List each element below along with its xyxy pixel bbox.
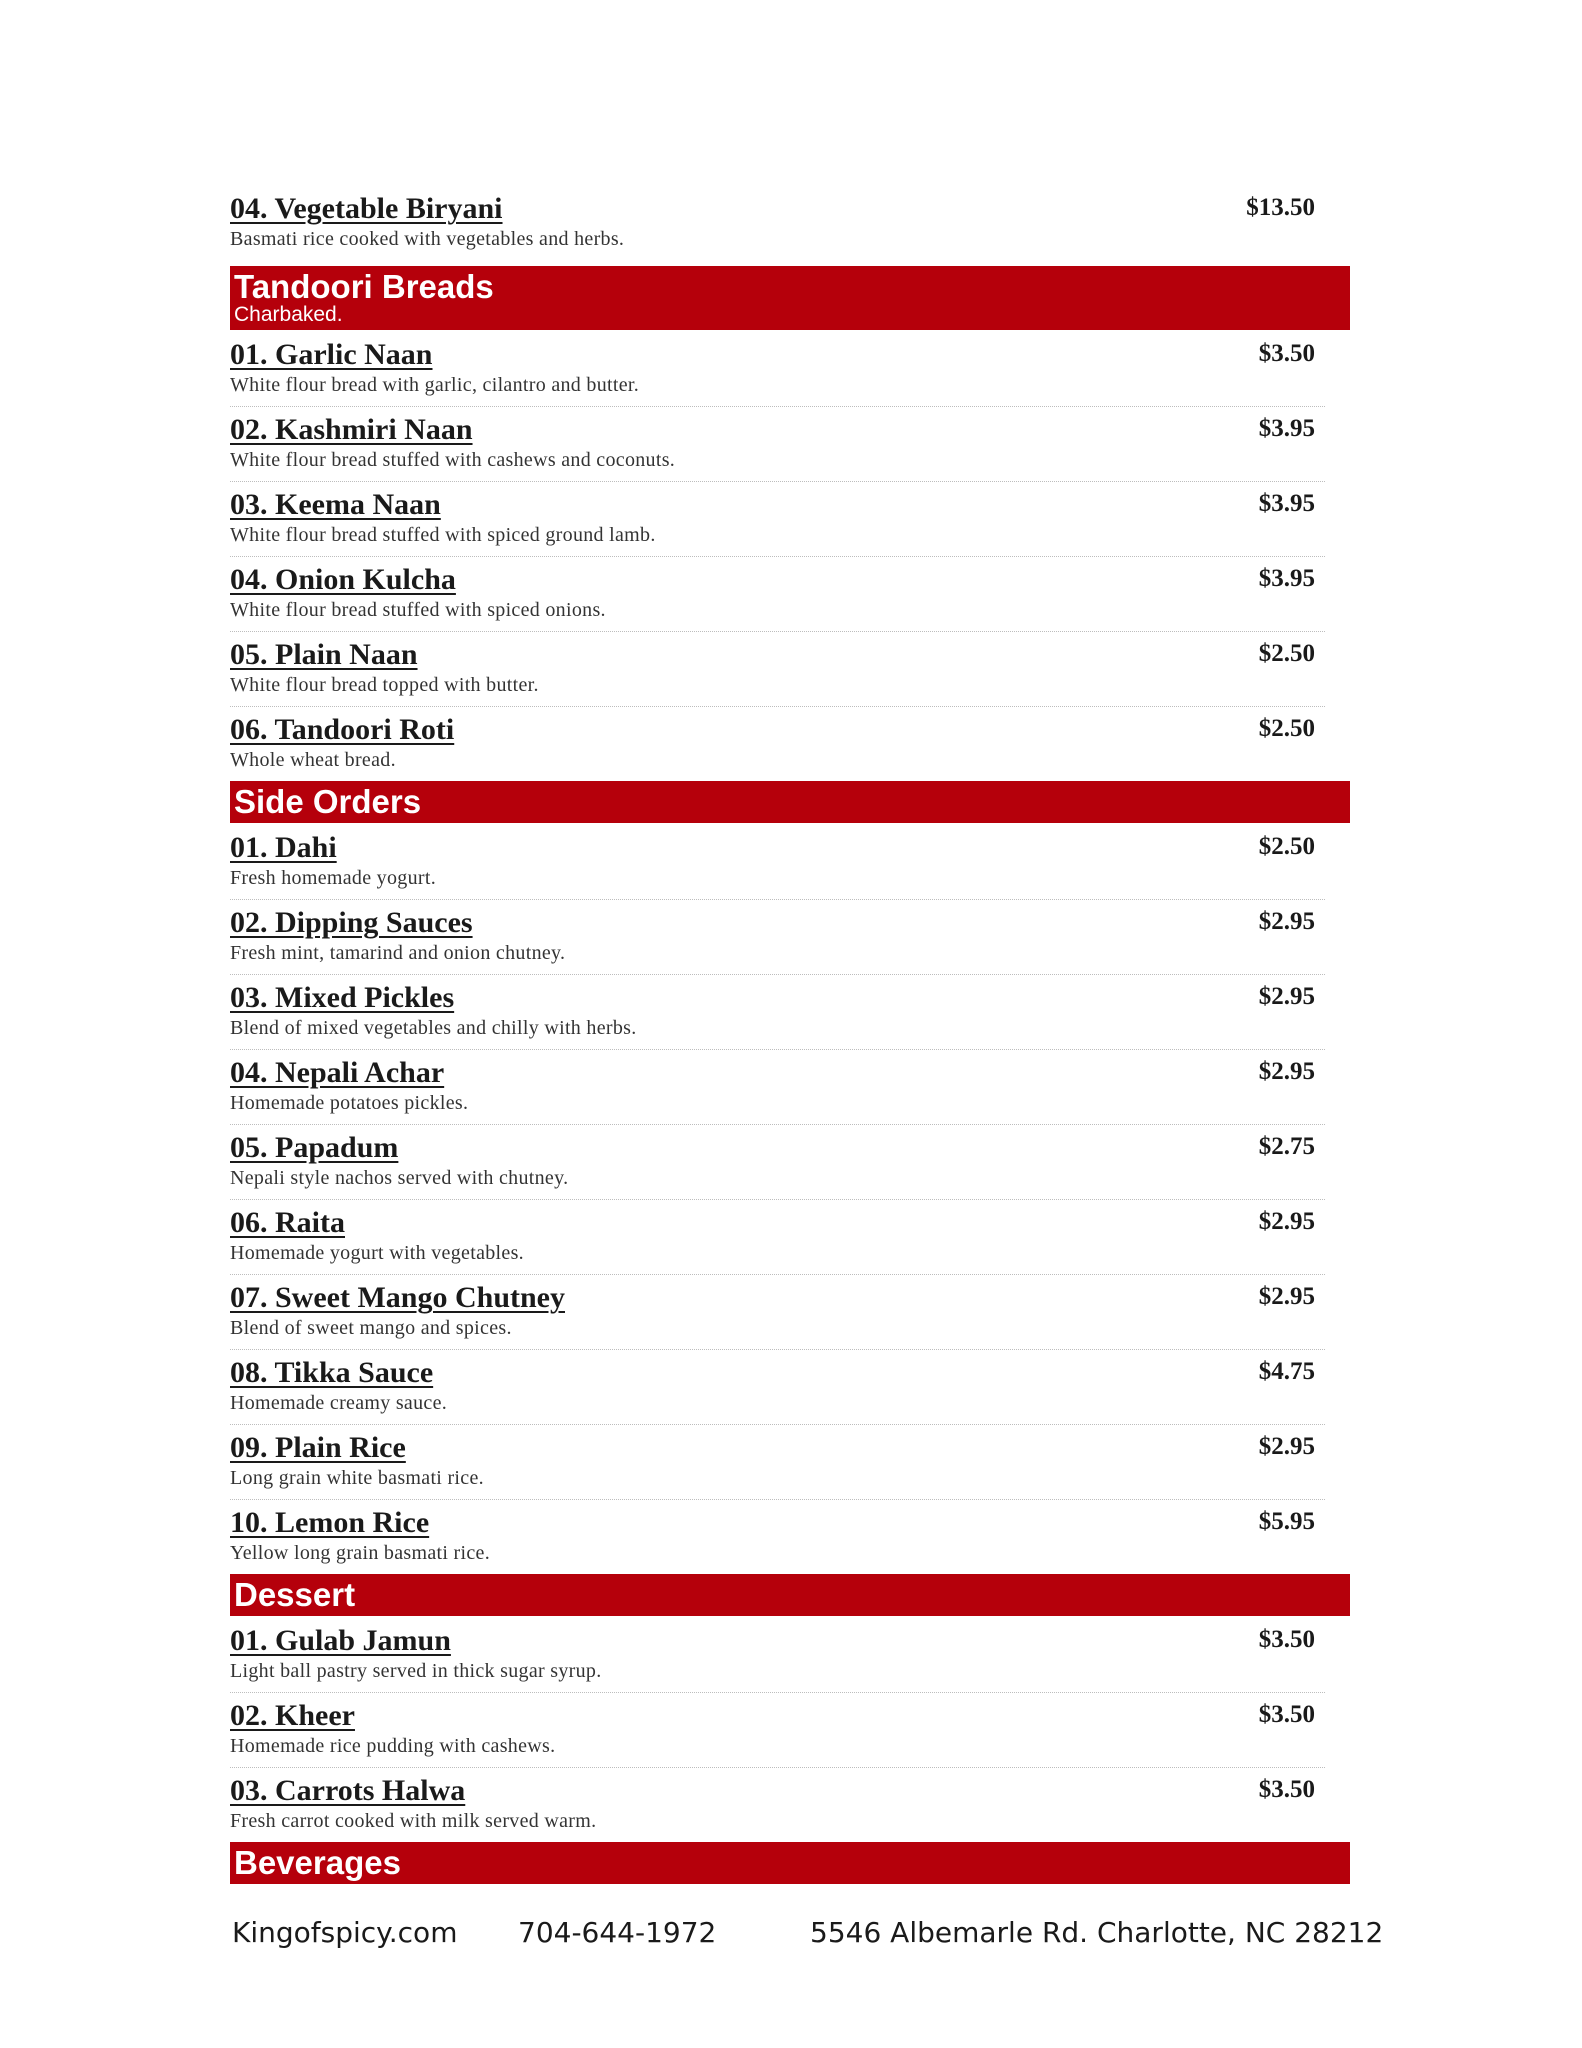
item-price: $2.75 (1258, 1133, 1315, 1160)
item-price: $5.95 (1258, 1508, 1315, 1535)
item-name: 01. Garlic Naan (230, 338, 433, 371)
item-name: 02. Kheer (230, 1699, 355, 1732)
menu-item (230, 1693, 1325, 1768)
menu-item (230, 482, 1325, 557)
item-price: $3.95 (1258, 565, 1315, 592)
section-title: Dessert (234, 1576, 356, 1613)
menu-item (230, 1125, 1325, 1200)
item-description: Light ball pastry served in thick sugar syrup. (230, 1660, 602, 1682)
item-price: $2.50 (1258, 640, 1315, 667)
item-price: $2.95 (1258, 1058, 1315, 1085)
menu-item (230, 900, 1325, 975)
item-description: Long grain white basmati rice. (230, 1467, 484, 1489)
menu-item (230, 407, 1325, 482)
item-name: 06. Tandoori Roti (230, 713, 455, 746)
item-name: 02. Kashmiri Naan (230, 413, 473, 446)
section-beverages (230, 1842, 1350, 1884)
item-name: 05. Papadum (230, 1131, 399, 1164)
item-name: 01. Dahi (230, 831, 337, 864)
item-name: 10. Lemon Rice (230, 1506, 430, 1539)
section-title: Side Orders (234, 783, 422, 820)
item-name: 08. Tikka Sauce (230, 1356, 434, 1389)
item-price: $3.95 (1258, 490, 1315, 517)
item-price: $13.50 (1246, 194, 1315, 221)
menu-item (230, 825, 1325, 900)
menu-page (230, 186, 1350, 1886)
item-price: $2.95 (1258, 1433, 1315, 1460)
item-name: 05. Plain Naan (230, 638, 418, 671)
item-price: $3.50 (1258, 1626, 1315, 1653)
menu-item (230, 1500, 1325, 1574)
item-description: Fresh mint, tamarind and onion chutney. (230, 942, 566, 964)
section-title: Beverages (234, 1844, 401, 1881)
section-subtitle: Charbaked. (234, 303, 343, 326)
item-description: Nepali style nachos served with chutney. (230, 1167, 569, 1189)
menu-item (230, 557, 1325, 632)
section-header (230, 1842, 1350, 1884)
section-dessert (230, 1574, 1350, 1842)
item-description: Homemade creamy sauce. (230, 1392, 448, 1414)
item-price: $2.50 (1258, 715, 1315, 742)
item-price: $2.95 (1258, 1208, 1315, 1235)
item-description: Homemade rice pudding with cashews. (230, 1735, 556, 1757)
item-price: $2.50 (1258, 833, 1315, 860)
menu-item (230, 1350, 1325, 1425)
menu-item (230, 1275, 1325, 1350)
menu-item (230, 186, 1325, 260)
item-description: Blend of mixed vegetables and chilly with herbs. (230, 1017, 637, 1039)
section-header (230, 1574, 1350, 1616)
item-name: 07. Sweet Mango Chutney (230, 1281, 565, 1314)
item-name: 03. Mixed Pickles (230, 981, 455, 1014)
menu-item (230, 707, 1325, 781)
menu-item (230, 1618, 1325, 1693)
menu-item (230, 1425, 1325, 1500)
item-description: White flour bread stuffed with spiced onions. (230, 599, 606, 621)
item-description: Homemade potatoes pickles. (230, 1092, 469, 1114)
item-description: White flour bread topped with butter. (230, 674, 539, 696)
footer-address: 5546 Albemarle Rd. Charlotte, NC 28212 (810, 1916, 1384, 1949)
item-price: $2.95 (1258, 1283, 1315, 1310)
item-name: 04. Vegetable Biryani (230, 192, 503, 225)
section-tandoori-breads (230, 266, 1350, 781)
item-description: Basmati rice cooked with vegetables and herbs. (230, 228, 625, 250)
item-description: Fresh homemade yogurt. (230, 867, 437, 889)
item-description: Whole wheat bread. (230, 749, 396, 771)
section-title: Tandoori Breads (234, 268, 494, 305)
menu-sections (230, 266, 1350, 1884)
item-price: $4.75 (1258, 1358, 1315, 1385)
section-header (230, 266, 1350, 330)
menu-item (230, 1050, 1325, 1125)
menu-item (230, 975, 1325, 1050)
item-price: $3.50 (1258, 1701, 1315, 1728)
footer-phone: 704-644-1972 (518, 1916, 717, 1949)
item-description: Homemade yogurt with vegetables. (230, 1242, 524, 1264)
item-name: 04. Nepali Achar (230, 1056, 445, 1089)
item-name: 03. Keema Naan (230, 488, 441, 521)
item-name: 09. Plain Rice (230, 1431, 406, 1464)
item-description: White flour bread stuffed with spiced ground lamb. (230, 524, 656, 546)
item-price: $2.95 (1258, 983, 1315, 1010)
menu-item (230, 632, 1325, 707)
item-price: $3.95 (1258, 415, 1315, 442)
item-price: $3.50 (1258, 340, 1315, 367)
item-name: 04. Onion Kulcha (230, 563, 456, 596)
item-description: Fresh carrot cooked with milk served warm. (230, 1810, 597, 1832)
footer-website: Kingofspicy.com (232, 1916, 458, 1949)
section-header (230, 781, 1350, 823)
menu-item (230, 1768, 1325, 1842)
item-description: White flour bread stuffed with cashews and coconuts. (230, 449, 676, 471)
item-name: 03. Carrots Halwa (230, 1774, 466, 1807)
item-description: Yellow long grain basmati rice. (230, 1542, 491, 1564)
item-price: $2.95 (1258, 908, 1315, 935)
item-description: Blend of sweet mango and spices. (230, 1317, 512, 1339)
section-side-orders (230, 781, 1350, 1574)
item-name: 06. Raita (230, 1206, 345, 1239)
item-name: 02. Dipping Sauces (230, 906, 473, 939)
menu-item (230, 332, 1325, 407)
menu-item (230, 1200, 1325, 1275)
item-price: $3.50 (1258, 1776, 1315, 1803)
item-name: 01. Gulab Jamun (230, 1624, 451, 1657)
item-description: White flour bread with garlic, cilantro and butter. (230, 374, 640, 396)
